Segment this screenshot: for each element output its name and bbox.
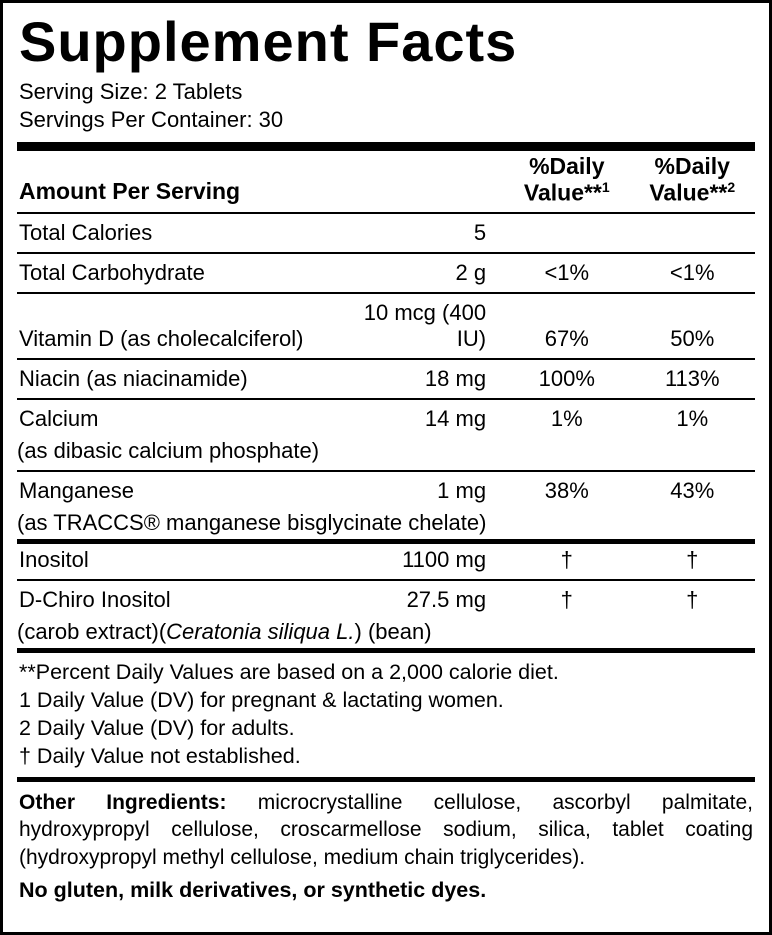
dv1-sup: 1: [601, 178, 610, 195]
nutrient-amount: 1 mg: [437, 478, 487, 504]
table-row: [17, 217, 755, 249]
dv2-line2: Value**: [649, 179, 728, 206]
other-ingredients-text: microcrystalline cellulose, ascorbyl palmitate, hydroxypropyl cellulose, croscarmellose sodium, silica, tablet coating (hydroxypropyl methyl cellulose, medium chain triglycerides).: [19, 791, 753, 869]
divider-thick-top: [17, 142, 755, 151]
row-divider: [17, 289, 755, 297]
nutrient-dv2: <1%: [669, 260, 715, 286]
row-divider: [17, 249, 755, 257]
nutrient-subtext-row: [17, 616, 755, 648]
nutrient-amount: 1100 mg: [402, 547, 487, 573]
amount-per-serving-header: Amount Per Serving: [19, 178, 241, 205]
table-row: [17, 297, 755, 355]
nutrient-name: Manganese: [19, 478, 134, 504]
footnote-line: † Daily Value not established.: [19, 744, 301, 769]
nutrient-amount: 2 g: [455, 260, 487, 286]
nutrient-dv2: †: [686, 587, 699, 613]
nutrient-dv2: 113%: [664, 366, 720, 392]
nutrient-dv2: 43%: [670, 478, 715, 504]
allergen-statement: No gluten, milk derivatives, or synthetic dyes.: [19, 877, 487, 902]
dv1-line1: %Daily: [529, 153, 605, 180]
dv2-line1: %Daily: [654, 153, 730, 180]
nutrient-amount: 5: [473, 220, 487, 246]
nutrient-name: Niacin (as niacinamide): [19, 366, 248, 392]
nutrient-amount: 27.5 mg: [406, 587, 487, 613]
servings-per-container: Servings Per Container: 30: [19, 106, 284, 132]
dv2-sup: 2: [727, 178, 736, 195]
dv1-line2: Value**: [523, 179, 602, 206]
nutrient-subtext-row: [17, 435, 755, 467]
nutrient-dv2: †: [686, 547, 699, 573]
other-nutrient-table: [17, 544, 755, 648]
page-title: Supplement Facts: [19, 10, 518, 73]
nutrient-name: Total Calories: [19, 220, 153, 246]
row-divider: [17, 355, 755, 363]
nutrient-name: Total Carbohydrate: [19, 260, 205, 286]
footnote-line: 2 Daily Value (DV) for adults.: [19, 716, 295, 741]
nutrient-dv1: <1%: [544, 260, 590, 286]
table-row: [17, 257, 755, 289]
table-row: [17, 544, 755, 576]
nutrient-source: (as TRACCS® manganese bisglycinate chelate): [17, 510, 487, 536]
nutrient-name: Vitamin D (as cholecalciferol): [19, 326, 304, 352]
row-divider: [17, 467, 755, 475]
nutrient-name: D-Chiro Inositol: [19, 587, 171, 613]
table-header-row: [17, 151, 755, 209]
row-divider: [17, 576, 755, 584]
nutrient-source: (as dibasic calcium phosphate): [17, 438, 320, 464]
nutrient-dv2: [630, 217, 755, 249]
footnote-line: 1 Daily Value (DV) for pregnant & lactating women.: [19, 688, 504, 713]
table-row: [17, 403, 755, 435]
nutrient-dv1: 38%: [544, 478, 589, 504]
nutrient-dv2: 1%: [676, 406, 709, 432]
nutrient-name: Calcium: [19, 406, 99, 432]
nutrient-dv1: †: [560, 587, 573, 613]
nutrient-dv1: 67%: [544, 326, 589, 352]
nutrient-name: Inositol: [19, 547, 89, 573]
footnotes: [17, 653, 755, 777]
daily-value-2-header: [630, 151, 755, 209]
row-divider: [17, 395, 755, 403]
nutrient-source: (carob extract)(Ceratonia siliqua L.) (bean): [17, 619, 432, 645]
table-row: [17, 363, 755, 395]
table-row: [17, 475, 755, 507]
nutrient-dv1: 1%: [550, 406, 583, 432]
serving-size: Serving Size: 2 Tablets: [19, 78, 243, 104]
nutrient-dv1: [504, 217, 629, 249]
footnote-line: **Percent Daily Values are based on a 2,000 calorie diet.: [19, 660, 559, 685]
nutrient-amount: 14 mg: [424, 406, 487, 432]
daily-value-1-header: [504, 151, 629, 209]
nutrient-amount: 10 mcg (400 IU): [363, 300, 487, 352]
row-divider: [17, 209, 755, 217]
nutrient-dv1: 100%: [538, 366, 595, 392]
other-ingredients: [17, 782, 755, 871]
nutrient-table: [17, 151, 755, 539]
table-row: [17, 584, 755, 616]
nutrient-dv1: †: [560, 547, 573, 573]
nutrient-dv2: 50%: [670, 326, 715, 352]
other-ingredients-label: Other Ingredients:: [19, 791, 227, 815]
nutrient-amount: 18 mg: [424, 366, 487, 392]
nutrient-subtext-row: [17, 507, 755, 539]
